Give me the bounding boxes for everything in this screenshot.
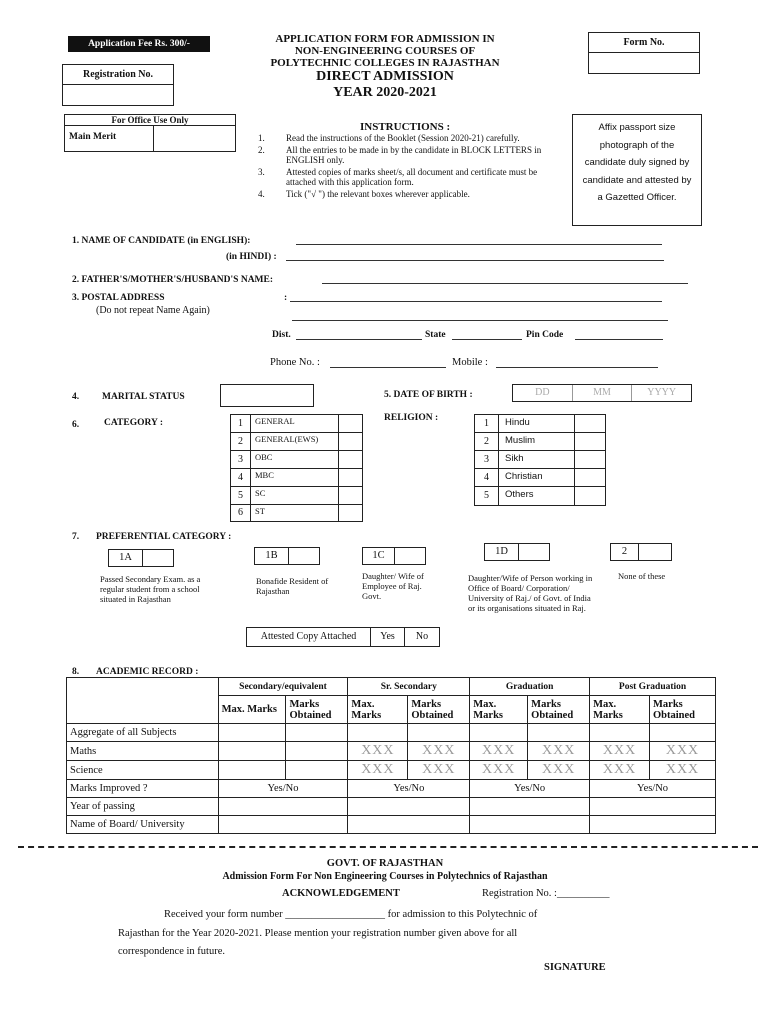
category-num: 6. [72, 420, 80, 430]
category-table [230, 414, 363, 522]
pref-2-desc: None of these [618, 571, 666, 581]
marks-cell[interactable] [590, 724, 650, 742]
state-input[interactable] [452, 339, 522, 340]
instructions-heading: INSTRUCTIONS : [360, 121, 451, 133]
title-line-4: DIRECT ADMISSION [316, 69, 454, 84]
ack-line-2: Rajasthan for the Year 2020-2021. Please mention your registration number given above for all [118, 928, 518, 939]
phone-input[interactable] [330, 367, 446, 368]
attested-copy-box [246, 627, 440, 647]
registration-label: Registration No. [63, 65, 173, 85]
category-row: 5 SC [231, 487, 362, 505]
instructions-list [258, 133, 568, 199]
form-no-input[interactable] [589, 53, 699, 73]
pref-1d-checkbox[interactable] [519, 544, 549, 560]
mobile-label: Mobile : [452, 357, 488, 368]
instruction-item: 2. All the entries to be made in by the candidate in BLOCK LETTERS in ENGLISH only. [258, 144, 542, 165]
marks-obtained-header: Marks Obtained [528, 696, 590, 724]
title-line-1: APPLICATION FORM FOR ADMISSION IN [275, 33, 495, 45]
office-use-box [64, 114, 236, 152]
pref-1d-desc: Daughter/Wife of Person working in Office of Board/ Corporation/ University of Raj./ of Govt. of India or its organisations situated in Raj. [468, 573, 593, 613]
category-row: 2 GENERAL(EWS) [231, 433, 362, 451]
ack-heading: ACKNOWLEDGEMENT [282, 888, 400, 899]
marital-status-input[interactable] [220, 384, 314, 407]
religion-row: 4 Christian [475, 469, 605, 487]
marks-obtained-header: Marks Obtained [408, 696, 470, 724]
year-cell[interactable] [218, 798, 348, 816]
pin-code-label: Pin Code [526, 330, 564, 340]
category-checkbox-st[interactable] [339, 505, 362, 521]
photo-box[interactable] [572, 114, 702, 226]
postal-note: (Do not repeat Name Again) [96, 305, 210, 316]
year-cell[interactable] [590, 798, 716, 816]
max-marks-header: Max. Marks [348, 696, 408, 724]
mobile-input[interactable] [496, 367, 658, 368]
marks-cell[interactable] [286, 724, 348, 742]
name-english-label: 1. NAME OF CANDIDATE (in ENGLISH): [72, 236, 251, 246]
religion-row: 5 Others [475, 487, 605, 505]
marks-obtained-header: Marks Obtained [650, 696, 716, 724]
row-label-board: Name of Board/ University [67, 816, 219, 834]
pref-2-checkbox[interactable] [639, 544, 671, 560]
disabled-cell: XXX [590, 742, 650, 761]
category-checkbox-sc[interactable] [339, 487, 362, 504]
main-merit-input[interactable] [154, 126, 236, 151]
cut-line-divider [18, 846, 758, 848]
disabled-cell: XXX [470, 742, 528, 761]
table-row [67, 742, 716, 761]
attested-yes-option[interactable]: Yes [371, 628, 405, 646]
religion-row: 1 Hindu [475, 415, 605, 433]
ack-subtitle: Admission Form For Non Engineering Courses in Polytechnics of Rajasthan [222, 871, 548, 882]
disabled-cell: XXX [528, 742, 590, 761]
father-name-input[interactable] [322, 283, 688, 284]
ack-govt-heading: GOVT. OF RAJASTHAN [326, 858, 444, 869]
pref-1a-box: 1A [108, 549, 174, 567]
religion-row: 3 Sikh [475, 451, 605, 469]
marks-cell[interactable] [218, 761, 286, 780]
category-row: 4 MBC [231, 469, 362, 487]
registration-input[interactable] [63, 85, 173, 105]
academic-corner-cell [67, 678, 219, 724]
year-cell[interactable] [470, 798, 590, 816]
marks-cell[interactable] [218, 742, 286, 761]
title-line-2: NON-ENGINEERING COURSES OF [294, 45, 476, 57]
pref-1b-checkbox[interactable] [289, 548, 319, 564]
academic-record-table [66, 677, 716, 834]
table-row [67, 761, 716, 780]
board-cell[interactable] [590, 816, 716, 834]
disabled-cell: XXX [590, 761, 650, 780]
category-checkbox-obc[interactable] [339, 451, 362, 468]
page-title [225, 33, 545, 101]
pref-1a-checkbox[interactable] [143, 550, 173, 566]
ack-line-3: correspondence in future. [118, 946, 225, 957]
disabled-cell: XXX [348, 742, 408, 761]
marks-cell[interactable] [286, 742, 348, 761]
pref-2-box: 2 [610, 543, 672, 561]
marks-cell[interactable] [528, 724, 590, 742]
row-label-aggregate: Aggregate of all Subjects [67, 724, 219, 742]
marks-cell[interactable] [408, 724, 470, 742]
form-no-label: Form No. [589, 33, 699, 53]
marital-status-label: MARITAL STATUS [102, 392, 185, 402]
pref-1c-box: 1C [362, 547, 426, 565]
form-no-box [588, 32, 700, 74]
table-row [67, 798, 716, 816]
religion-label: RELIGION : [384, 413, 439, 423]
row-label-science: Science [67, 761, 219, 780]
academic-label: ACADEMIC RECORD : [96, 667, 199, 677]
religion-row: 2 Muslim [475, 433, 605, 451]
pref-1b-desc: Bonafide Resident of Rajasthan [256, 576, 329, 596]
dob-day-field[interactable]: DD [513, 385, 573, 401]
title-line-3: POLYTECHNIC COLLEGES IN RAJASTHAN [270, 57, 500, 69]
religion-checkbox-christian[interactable] [575, 469, 605, 486]
disabled-cell: XXX [348, 761, 408, 780]
group-post-graduation: Post Graduation [590, 678, 716, 696]
category-row: 3 OBC [231, 451, 362, 469]
disabled-cell: XXX [470, 761, 528, 780]
marital-num: 4. [72, 392, 80, 402]
category-checkbox-ews[interactable] [339, 433, 362, 450]
table-row [67, 816, 716, 834]
postal-address-input-2[interactable] [292, 320, 668, 321]
instruction-item: 4. Tick ("√ ") the relevant boxes wherever applicable. [258, 188, 470, 199]
pref-1c-desc: Daughter/ Wife of Employee of Raj. Govt. [362, 571, 424, 601]
table-row [67, 780, 716, 798]
name-hindi-input[interactable] [286, 260, 664, 261]
attested-no-option[interactable]: No [415, 631, 429, 642]
marks-obtained-header: Marks Obtained [286, 696, 348, 724]
marks-cell[interactable] [650, 724, 716, 742]
religion-checkbox-others[interactable] [575, 487, 605, 505]
religion-checkbox-hindu[interactable] [575, 415, 605, 432]
ack-signature: SIGNATURE [544, 962, 606, 973]
pref-1a-desc: Passed Secondary Exam. as a regular student from a school situated in Rajasthan [100, 574, 201, 604]
dob-month-field[interactable]: MM [573, 385, 633, 401]
dob-label: 5. DATE OF BIRTH : [384, 390, 473, 400]
marks-improved-yesno[interactable]: Yes/No [218, 780, 348, 798]
attested-label: Attested Copy Attached [247, 628, 371, 646]
postal-address-input-1[interactable] [290, 301, 662, 302]
category-checkbox-general[interactable] [339, 415, 362, 432]
row-label-marks-improved: Marks Improved ? [67, 780, 219, 798]
group-secondary: Secondary/equivalent [218, 678, 348, 696]
phone-label: Phone No. : [270, 357, 320, 368]
category-row: 6 ST [231, 505, 362, 521]
application-fee-badge: Application Fee Rs. 300/- [68, 36, 210, 52]
name-english-row [72, 236, 250, 246]
name-hindi-label: (in HINDI) : [226, 252, 277, 262]
pin-code-input[interactable] [575, 339, 663, 340]
marks-cell[interactable] [470, 724, 528, 742]
office-use-heading: For Office Use Only [65, 115, 235, 126]
table-row [67, 724, 716, 742]
marks-cell[interactable] [286, 761, 348, 780]
board-cell[interactable] [218, 816, 348, 834]
title-line-5: YEAR 2020-2021 [333, 85, 437, 100]
board-cell[interactable] [470, 816, 590, 834]
dist-label: Dist. [272, 330, 291, 340]
instruction-item: 1. Read the instructions of the Booklet (Session 2020-21) carefully. [258, 133, 520, 143]
name-english-input[interactable] [296, 244, 662, 245]
religion-checkbox-muslim[interactable] [575, 433, 605, 450]
marks-improved-yesno[interactable]: Yes/No [590, 780, 716, 798]
group-graduation: Graduation [470, 678, 590, 696]
disabled-cell: XXX [528, 761, 590, 780]
year-cell[interactable] [348, 798, 470, 816]
academic-num: 8. [72, 667, 80, 677]
category-label: CATEGORY : [104, 418, 164, 428]
board-cell[interactable] [348, 816, 470, 834]
dob-year-field[interactable]: YYYY [647, 387, 677, 398]
max-marks-header: Max. Marks [218, 696, 286, 724]
religion-table [474, 414, 606, 506]
academic-group-header-row [67, 678, 716, 696]
ack-registration[interactable]: Registration No. :__________ [482, 888, 610, 899]
marks-improved-yesno[interactable]: Yes/No [470, 780, 590, 798]
ack-line-1: Received your form number ___________________ for admission to this Polytechnic of [164, 909, 538, 920]
registration-box [62, 64, 174, 106]
instruction-item: 3. Attested copies of marks sheet/s, all document and certificate must be attached with this application form. [258, 166, 538, 187]
disabled-cell: XXX [408, 761, 470, 780]
pref-1c-checkbox[interactable] [395, 548, 425, 564]
religion-checkbox-sikh[interactable] [575, 451, 605, 468]
disabled-cell: XXX [650, 761, 716, 780]
max-marks-header: Max. Marks [470, 696, 528, 724]
disabled-cell: XXX [650, 742, 716, 761]
preferential-num: 7. [72, 532, 80, 542]
photo-instructions: Affix passport size photograph of the candidate duly signed by candidate and attested by a Gazetted Officer. [582, 122, 692, 203]
postal-colon: : [284, 293, 288, 303]
disabled-cell: XXX [408, 742, 470, 761]
dob-input-group [512, 384, 692, 402]
category-row: 1 GENERAL [231, 415, 362, 433]
father-name-label: 2. FATHER'S/MOTHER'S/HUSBAND'S NAME: [72, 275, 274, 285]
row-label-year: Year of passing [67, 798, 219, 816]
group-sr-secondary: Sr. Secondary [348, 678, 470, 696]
marks-cell[interactable] [218, 724, 286, 742]
preferential-label: PREFERENTIAL CATEGORY : [96, 532, 232, 542]
category-checkbox-mbc[interactable] [339, 469, 362, 486]
pref-1b-box: 1B [254, 547, 320, 565]
main-merit-label: Main Merit [69, 132, 117, 142]
marks-improved-yesno[interactable]: Yes/No [348, 780, 470, 798]
row-label-maths: Maths [67, 742, 219, 761]
postal-address-label: 3. POSTAL ADDRESS [72, 293, 165, 303]
marks-cell[interactable] [348, 724, 408, 742]
dist-input[interactable] [296, 339, 422, 340]
max-marks-header: Max. Marks [590, 696, 650, 724]
pref-1d-box: 1D [484, 543, 550, 561]
state-label: State [425, 330, 446, 340]
